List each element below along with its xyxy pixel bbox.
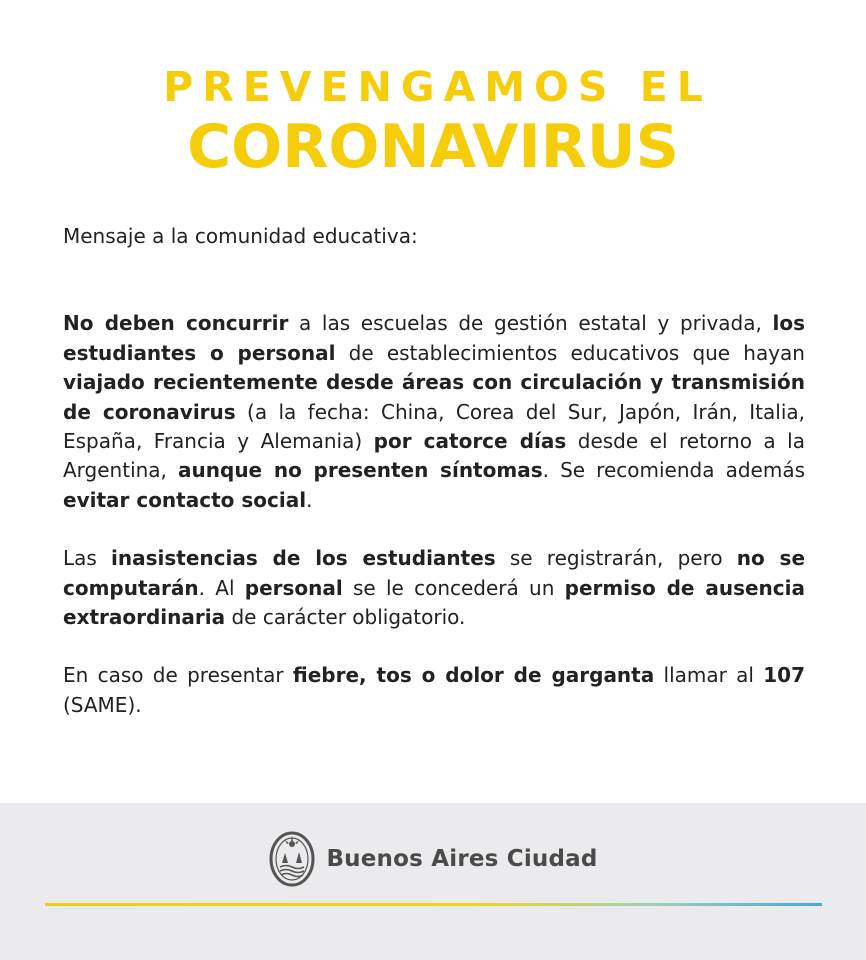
title-top: PREVENGAMOS EL [163,63,712,111]
logo-text: Buenos Aires Ciudad [326,846,598,872]
intro-line: Mensaje a la comunidad educativa: [63,224,418,248]
text-bold: fiebre, tos o dolor de garganta [292,663,655,688]
paragraph-absences [63,544,805,632]
text: de carácter obligatorio. [225,605,466,630]
text-bold: los estudiantes o personal [63,311,805,365]
city-logo [0,831,866,887]
message-body [63,222,805,749]
title-main: CORONAVIRUS [187,112,679,182]
text-bold: personal [244,575,343,600]
text: (SAME). [63,692,142,717]
paragraph-symptoms [63,661,805,720]
text-bold: No deben concurrir [63,311,289,336]
text-bold: no se computarán [63,546,806,600]
text-bold: viajado recientemente desde áreas con circulación y transmisión de coronavirus [63,370,805,424]
text: . [306,487,313,512]
text: (a la fecha: China, Corea del Sur, Japón, Irán, Italia, España, Francia y Alemania) [63,399,805,454]
text: llamar al [654,663,764,688]
text: En caso de presentar [63,663,293,688]
text: . Se recomienda además [542,458,806,483]
gradient-divider [45,903,822,906]
header [0,62,866,180]
text: se registrarán, pero [495,546,737,571]
text: a las escuelas de gestión estatal y privada, [288,311,773,336]
text: se le concederá un [342,575,565,600]
text: . Al [198,575,245,600]
text-bold: por catorce días [373,429,567,454]
text-bold: permiso de ausencia extraordinaria [63,575,805,630]
text: desde el retorno a la Argentina, [63,429,805,483]
paragraph-attendance-restriction [63,309,805,515]
text: de establecimientos educativos que hayan [335,340,805,365]
text-bold: aunque no presenten síntomas [178,458,543,483]
text-bold: 107 [763,663,805,688]
city-shield-icon [268,831,316,887]
text-bold: inasistencias de los estudiantes [111,546,496,571]
text: Las [63,546,112,571]
footer [0,803,866,960]
text-bold: evitar contacto social [63,487,307,512]
